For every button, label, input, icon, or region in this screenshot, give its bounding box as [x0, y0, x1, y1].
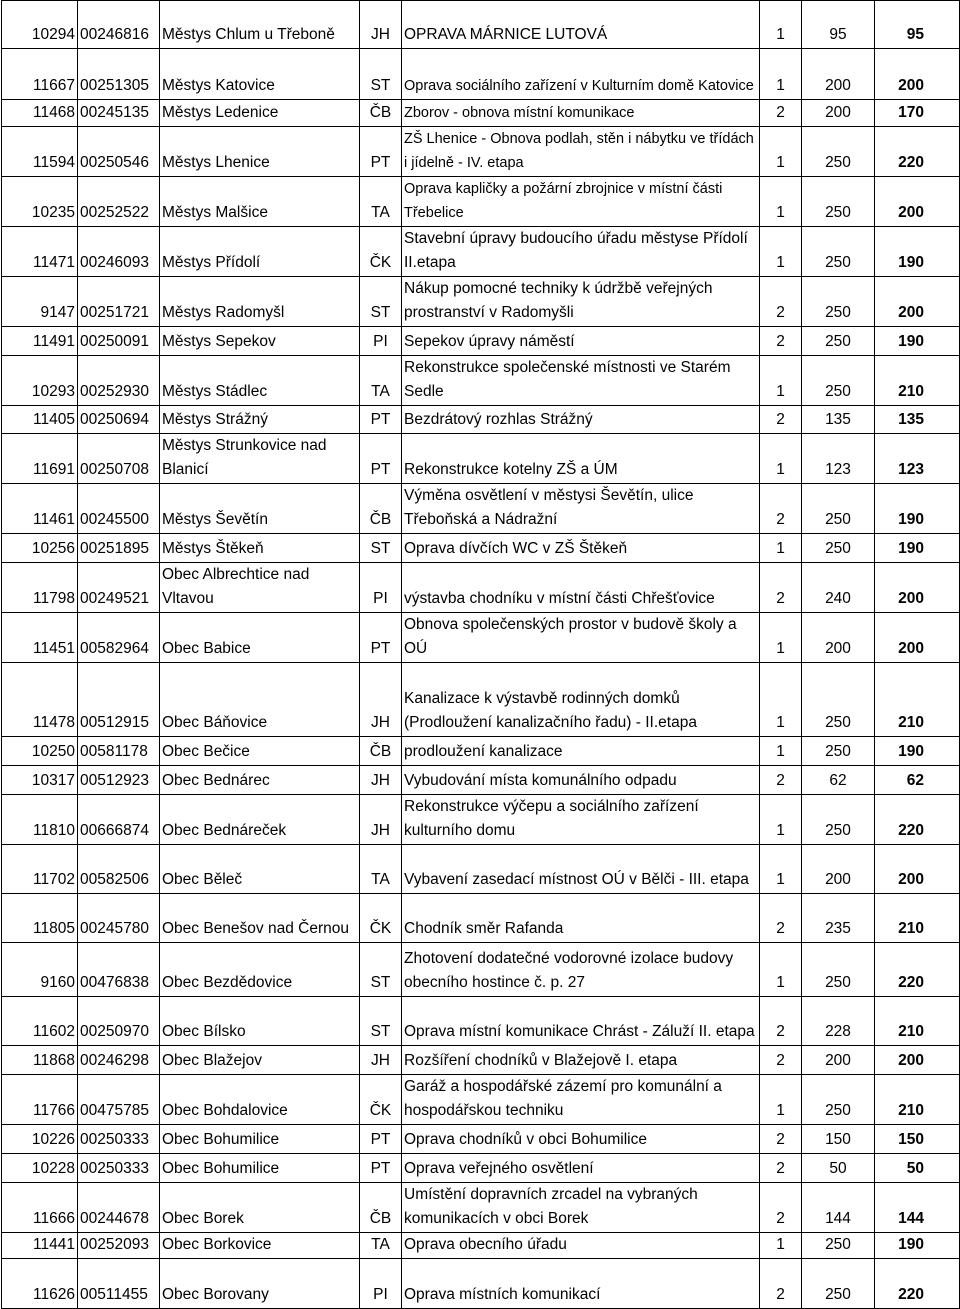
cell-name: Obec Borkovice — [160, 1233, 360, 1259]
cell-district: ST — [360, 534, 402, 563]
cell-id: 11594 — [2, 127, 78, 177]
cell-priority: 1 — [760, 534, 802, 563]
cell-priority: 2 — [760, 484, 802, 534]
cell-district: TA — [360, 845, 402, 894]
cell-requested: 250 — [802, 737, 875, 766]
cell-ic: 00582506 — [78, 845, 160, 894]
cell-id: 11667 — [2, 49, 78, 100]
cell-granted: 190 — [875, 737, 960, 766]
cell-granted: 170 — [875, 100, 960, 127]
cell-district: PI — [360, 327, 402, 356]
cell-project: Rekonstrukce společenské místnosti ve Starém Sedle — [402, 356, 760, 406]
cell-project: Obnova společenských prostor v budově školy a OÚ — [402, 613, 760, 663]
cell-project: Nákup pomocné techniky k údržbě veřejných prostranství v Radomyšli — [402, 277, 760, 327]
cell-name: Obec Bohumilice — [160, 1154, 360, 1183]
cell-district: PT — [360, 434, 402, 484]
cell-name: Městys Malšice — [160, 177, 360, 227]
cell-id: 11798 — [2, 563, 78, 613]
cell-name: Městys Štěkeň — [160, 534, 360, 563]
cell-name: Obec Běleč — [160, 845, 360, 894]
cell-district: PT — [360, 613, 402, 663]
table-row — [2, 766, 960, 795]
cell-granted: 190 — [875, 534, 960, 563]
cell-granted: 135 — [875, 406, 960, 434]
cell-district: PI — [360, 1259, 402, 1309]
cell-id: 11810 — [2, 795, 78, 845]
cell-granted: 190 — [875, 327, 960, 356]
cell-priority: 2 — [760, 327, 802, 356]
cell-ic: 00511455 — [78, 1259, 160, 1309]
cell-ic: 00666874 — [78, 795, 160, 845]
cell-priority: 1 — [760, 356, 802, 406]
cell-granted: 200 — [875, 613, 960, 663]
table-row — [2, 845, 960, 894]
cell-project: Oprava chodníků v obci Bohumilice — [402, 1125, 760, 1154]
cell-priority: 1 — [760, 434, 802, 484]
cell-ic: 00251305 — [78, 49, 160, 100]
cell-project: Sepekov úpravy náměstí — [402, 327, 760, 356]
cell-requested: 250 — [802, 227, 875, 277]
cell-granted: 190 — [875, 1233, 960, 1259]
cell-ic: 00245780 — [78, 894, 160, 943]
cell-priority: 1 — [760, 845, 802, 894]
cell-name: Obec Borovany — [160, 1259, 360, 1309]
table-row — [2, 127, 960, 177]
cell-project: Oprava obecního úřadu — [402, 1233, 760, 1259]
cell-project: Bezdrátový rozhlas Strážný — [402, 406, 760, 434]
table-row — [2, 1125, 960, 1154]
cell-ic: 00246298 — [78, 1046, 160, 1075]
cell-priority: 2 — [760, 766, 802, 795]
cell-id: 9160 — [2, 943, 78, 997]
cell-requested: 250 — [802, 795, 875, 845]
cell-priority: 2 — [760, 1154, 802, 1183]
cell-name: Obec Benešov nad Černou — [160, 894, 360, 943]
cell-priority: 1 — [760, 49, 802, 100]
cell-id: 9147 — [2, 277, 78, 327]
cell-priority: 2 — [760, 563, 802, 613]
cell-priority: 1 — [760, 737, 802, 766]
cell-ic: 00512915 — [78, 663, 160, 737]
cell-requested: 250 — [802, 943, 875, 997]
table-row — [2, 327, 960, 356]
table-row — [2, 406, 960, 434]
cell-id: 10226 — [2, 1125, 78, 1154]
cell-project: Rekonstrukce výčepu a sociálního zařízení kulturního domu — [402, 795, 760, 845]
table-body — [2, 1, 960, 1309]
cell-name: Obec Bednáreček — [160, 795, 360, 845]
cell-district: ČK — [360, 227, 402, 277]
cell-ic: 00250333 — [78, 1125, 160, 1154]
cell-priority: 1 — [760, 227, 802, 277]
cell-id: 11405 — [2, 406, 78, 434]
cell-requested: 250 — [802, 663, 875, 737]
cell-ic: 00250546 — [78, 127, 160, 177]
cell-project: Oprava místních komunikací — [402, 1259, 760, 1309]
cell-granted: 200 — [875, 49, 960, 100]
cell-priority: 1 — [760, 663, 802, 737]
cell-project: Vybavení zasedací místnost OÚ v Bělči - III. etapa — [402, 845, 760, 894]
cell-district: PT — [360, 406, 402, 434]
cell-project: Rekonstrukce kotelny ZŠ a ÚM — [402, 434, 760, 484]
cell-requested: 250 — [802, 484, 875, 534]
cell-priority: 2 — [760, 997, 802, 1046]
cell-district: PT — [360, 127, 402, 177]
cell-ic: 00476838 — [78, 943, 160, 997]
cell-ic: 00245135 — [78, 100, 160, 127]
table-row — [2, 1259, 960, 1309]
cell-requested: 235 — [802, 894, 875, 943]
cell-requested: 200 — [802, 100, 875, 127]
cell-project: Oprava místní komunikace Chrást - Záluží II. etapa — [402, 997, 760, 1046]
cell-name: Obec Bílsko — [160, 997, 360, 1046]
cell-granted: 150 — [875, 1125, 960, 1154]
cell-requested: 123 — [802, 434, 875, 484]
cell-name: Městys Ševětín — [160, 484, 360, 534]
cell-granted: 210 — [875, 356, 960, 406]
cell-id: 11478 — [2, 663, 78, 737]
table-row — [2, 997, 960, 1046]
cell-requested: 250 — [802, 177, 875, 227]
cell-granted: 220 — [875, 127, 960, 177]
cell-id: 11491 — [2, 327, 78, 356]
table-row — [2, 737, 960, 766]
table-row — [2, 49, 960, 100]
cell-district: ST — [360, 943, 402, 997]
cell-priority: 2 — [760, 1125, 802, 1154]
cell-name: Obec Blažejov — [160, 1046, 360, 1075]
cell-id: 11602 — [2, 997, 78, 1046]
cell-requested: 240 — [802, 563, 875, 613]
cell-name: Městys Katovice — [160, 49, 360, 100]
cell-name: Obec Bohdalovice — [160, 1075, 360, 1125]
cell-name: Městys Stádlec — [160, 356, 360, 406]
cell-district: ST — [360, 277, 402, 327]
table-row — [2, 484, 960, 534]
cell-granted: 200 — [875, 1046, 960, 1075]
cell-id: 10256 — [2, 534, 78, 563]
cell-district: ST — [360, 49, 402, 100]
cell-ic: 00252522 — [78, 177, 160, 227]
cell-ic: 00250694 — [78, 406, 160, 434]
cell-requested: 200 — [802, 49, 875, 100]
table-row — [2, 1046, 960, 1075]
cell-district: JH — [360, 1046, 402, 1075]
cell-project: Kanalizace k výstavbě rodinných domků (Prodloužení kanalizačního řadu) - II.etapa — [402, 663, 760, 737]
cell-granted: 200 — [875, 563, 960, 613]
table-row — [2, 663, 960, 737]
cell-ic: 00250970 — [78, 997, 160, 1046]
cell-granted: 190 — [875, 484, 960, 534]
cell-requested: 144 — [802, 1183, 875, 1233]
cell-granted: 200 — [875, 845, 960, 894]
cell-priority: 2 — [760, 406, 802, 434]
cell-requested: 250 — [802, 127, 875, 177]
cell-district: PT — [360, 1154, 402, 1183]
cell-district: JH — [360, 795, 402, 845]
cell-ic: 00252930 — [78, 356, 160, 406]
table-row — [2, 1075, 960, 1125]
cell-project: Oprava veřejného osvětlení — [402, 1154, 760, 1183]
cell-district: ČB — [360, 100, 402, 127]
cell-name: Městys Přídolí — [160, 227, 360, 277]
cell-id: 11461 — [2, 484, 78, 534]
table-row — [2, 1154, 960, 1183]
cell-priority: 1 — [760, 177, 802, 227]
cell-name: Obec Babice — [160, 613, 360, 663]
grant-table — [1, 0, 960, 1309]
cell-name: Městys Chlum u Třeboně — [160, 1, 360, 49]
cell-id: 10293 — [2, 356, 78, 406]
cell-requested: 250 — [802, 1233, 875, 1259]
cell-priority: 2 — [760, 894, 802, 943]
cell-project: Chodník směr Rafanda — [402, 894, 760, 943]
table-row — [2, 613, 960, 663]
cell-granted: 210 — [875, 663, 960, 737]
cell-name: Obec Albrechtice nad Vltavou — [160, 563, 360, 613]
cell-name: Městys Sepekov — [160, 327, 360, 356]
cell-id: 11468 — [2, 100, 78, 127]
table-row — [2, 277, 960, 327]
cell-ic: 00244678 — [78, 1183, 160, 1233]
cell-project: výstavba chodníku v místní části Chřešťovice — [402, 563, 760, 613]
cell-project: Umístění dopravních zrcadel na vybraných komunikacích v obci Borek — [402, 1183, 760, 1233]
cell-name: Městys Ledenice — [160, 100, 360, 127]
cell-district: ČK — [360, 1075, 402, 1125]
cell-project: Garáž a hospodářské zázemí pro komunální a hospodářskou techniku — [402, 1075, 760, 1125]
cell-ic: 00250708 — [78, 434, 160, 484]
table-row — [2, 177, 960, 227]
cell-granted: 220 — [875, 943, 960, 997]
cell-granted: 95 — [875, 1, 960, 49]
cell-id: 11766 — [2, 1075, 78, 1125]
cell-granted: 123 — [875, 434, 960, 484]
cell-requested: 250 — [802, 534, 875, 563]
cell-ic: 00251895 — [78, 534, 160, 563]
cell-priority: 1 — [760, 613, 802, 663]
cell-project: ZŠ Lhenice - Obnova podlah, stěn i nábytku ve třídách i jídelně - IV. etapa — [402, 127, 760, 177]
table-row — [2, 100, 960, 127]
cell-name: Obec Bečice — [160, 737, 360, 766]
cell-district: JH — [360, 766, 402, 795]
cell-name: Městys Radomyšl — [160, 277, 360, 327]
cell-id: 11868 — [2, 1046, 78, 1075]
cell-project: Oprava dívčích WC v ZŠ Štěkeň — [402, 534, 760, 563]
cell-id: 10235 — [2, 177, 78, 227]
cell-project: Zborov - obnova místní komunikace — [402, 100, 760, 127]
cell-priority: 1 — [760, 1, 802, 49]
cell-district: TA — [360, 356, 402, 406]
cell-name: Městys Strážný — [160, 406, 360, 434]
cell-id: 11441 — [2, 1233, 78, 1259]
cell-ic: 00512923 — [78, 766, 160, 795]
cell-granted: 210 — [875, 1075, 960, 1125]
cell-project: Stavební úpravy budoucího úřadu městyse Přídolí II.etapa — [402, 227, 760, 277]
cell-granted: 144 — [875, 1183, 960, 1233]
cell-requested: 250 — [802, 277, 875, 327]
cell-district: PI — [360, 563, 402, 613]
cell-ic: 00252093 — [78, 1233, 160, 1259]
table-row — [2, 434, 960, 484]
table-row — [2, 1233, 960, 1259]
cell-requested: 135 — [802, 406, 875, 434]
cell-ic: 00250091 — [78, 327, 160, 356]
cell-requested: 228 — [802, 997, 875, 1046]
cell-priority: 2 — [760, 1259, 802, 1309]
cell-priority: 2 — [760, 100, 802, 127]
cell-granted: 62 — [875, 766, 960, 795]
table-row — [2, 356, 960, 406]
cell-priority: 1 — [760, 127, 802, 177]
cell-priority: 2 — [760, 1183, 802, 1233]
cell-requested: 95 — [802, 1, 875, 49]
cell-district: JH — [360, 663, 402, 737]
cell-requested: 200 — [802, 1046, 875, 1075]
cell-district: ČB — [360, 1183, 402, 1233]
cell-granted: 200 — [875, 177, 960, 227]
table-row — [2, 563, 960, 613]
cell-project: Výměna osvětlení v městysi Ševětín, ulice Třeboňská a Nádražní — [402, 484, 760, 534]
cell-id: 11666 — [2, 1183, 78, 1233]
table-row — [2, 1183, 960, 1233]
cell-name: Obec Borek — [160, 1183, 360, 1233]
cell-requested: 250 — [802, 327, 875, 356]
table-row — [2, 894, 960, 943]
cell-ic: 00249521 — [78, 563, 160, 613]
cell-priority: 1 — [760, 943, 802, 997]
cell-district: ČB — [360, 484, 402, 534]
cell-granted: 210 — [875, 894, 960, 943]
table-row — [2, 227, 960, 277]
table-row — [2, 795, 960, 845]
cell-project: Oprava kapličky a požární zbrojnice v místní části Třebelice — [402, 177, 760, 227]
cell-requested: 250 — [802, 1075, 875, 1125]
cell-granted: 220 — [875, 795, 960, 845]
cell-id: 10317 — [2, 766, 78, 795]
cell-granted: 190 — [875, 227, 960, 277]
cell-name: Městys Strunkovice nad Blanicí — [160, 434, 360, 484]
cell-name: Obec Bezdědovice — [160, 943, 360, 997]
table-row — [2, 534, 960, 563]
cell-requested: 62 — [802, 766, 875, 795]
cell-ic: 00245500 — [78, 484, 160, 534]
cell-id: 11691 — [2, 434, 78, 484]
cell-requested: 50 — [802, 1154, 875, 1183]
cell-project: prodloužení kanalizace — [402, 737, 760, 766]
cell-priority: 1 — [760, 1233, 802, 1259]
cell-name: Obec Bohumilice — [160, 1125, 360, 1154]
cell-district: TA — [360, 177, 402, 227]
cell-priority: 2 — [760, 277, 802, 327]
cell-ic: 00475785 — [78, 1075, 160, 1125]
cell-priority: 2 — [760, 1046, 802, 1075]
cell-ic: 00246093 — [78, 227, 160, 277]
cell-id: 11626 — [2, 1259, 78, 1309]
cell-district: JH — [360, 1, 402, 49]
cell-priority: 1 — [760, 1075, 802, 1125]
cell-name: Městys Lhenice — [160, 127, 360, 177]
cell-ic: 00251721 — [78, 277, 160, 327]
cell-granted: 50 — [875, 1154, 960, 1183]
cell-priority: 1 — [760, 795, 802, 845]
cell-project: Zhotovení dodatečné vodorovné izolace budovy obecního hostince č. p. 27 — [402, 943, 760, 997]
cell-district: TA — [360, 1233, 402, 1259]
cell-granted: 220 — [875, 1259, 960, 1309]
cell-granted: 210 — [875, 997, 960, 1046]
cell-id: 11451 — [2, 613, 78, 663]
cell-name: Obec Báňovice — [160, 663, 360, 737]
cell-ic: 00246816 — [78, 1, 160, 49]
cell-requested: 200 — [802, 613, 875, 663]
cell-project: OPRAVA MÁRNICE LUTOVÁ — [402, 1, 760, 49]
cell-district: PT — [360, 1125, 402, 1154]
cell-id: 10294 — [2, 1, 78, 49]
cell-project: Oprava sociálního zařízení v Kulturním domě Katovice — [402, 49, 760, 100]
cell-name: Obec Bednárec — [160, 766, 360, 795]
cell-granted: 200 — [875, 277, 960, 327]
cell-id: 10228 — [2, 1154, 78, 1183]
cell-requested: 250 — [802, 1259, 875, 1309]
cell-ic: 00582964 — [78, 613, 160, 663]
cell-district: ST — [360, 997, 402, 1046]
cell-id: 11805 — [2, 894, 78, 943]
cell-project: Rozšíření chodníků v Blažejově I. etapa — [402, 1046, 760, 1075]
cell-requested: 200 — [802, 845, 875, 894]
cell-id: 10250 — [2, 737, 78, 766]
cell-requested: 250 — [802, 356, 875, 406]
cell-requested: 150 — [802, 1125, 875, 1154]
cell-district: ČK — [360, 894, 402, 943]
cell-district: ČB — [360, 737, 402, 766]
cell-ic: 00250333 — [78, 1154, 160, 1183]
table-row — [2, 943, 960, 997]
cell-project: Vybudování místa komunálního odpadu — [402, 766, 760, 795]
cell-id: 11471 — [2, 227, 78, 277]
cell-ic: 00581178 — [78, 737, 160, 766]
cell-id: 11702 — [2, 845, 78, 894]
table-row — [2, 1, 960, 49]
